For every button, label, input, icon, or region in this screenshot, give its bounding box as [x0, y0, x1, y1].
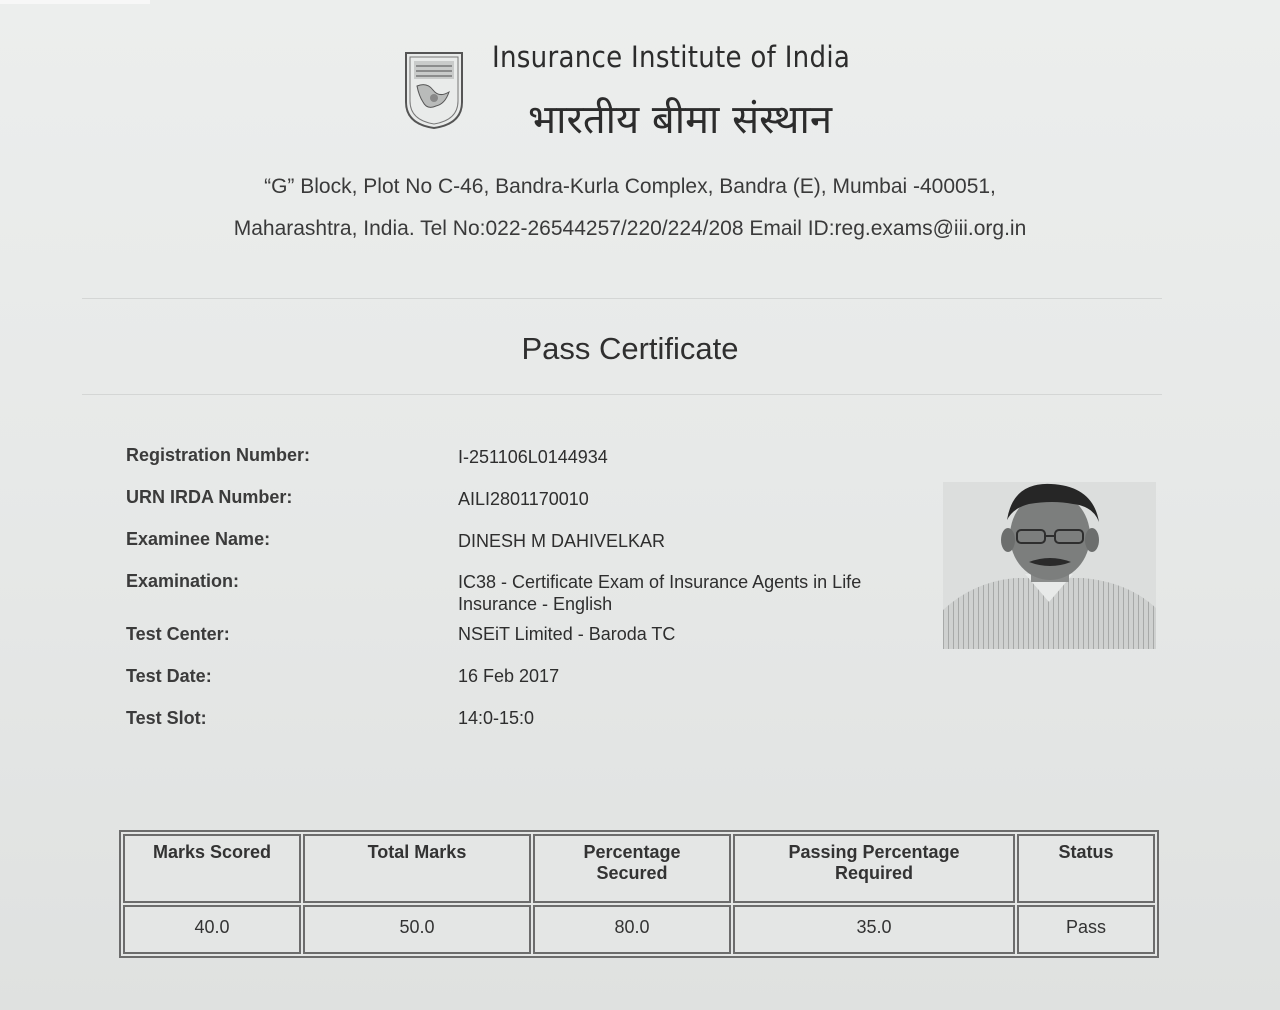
- label-test-center: Test Center:: [126, 624, 230, 644]
- divider-bottom: [82, 394, 1162, 395]
- table-row: [123, 905, 1155, 954]
- value-examinee-name: DINESH M DAHIVELKAR: [458, 531, 666, 551]
- label-examinee-name: Examinee Name:: [126, 529, 271, 549]
- org-name-english: Insurance Institute of India: [492, 40, 851, 74]
- header-passing-percentage: Passing Percentage Required: [733, 834, 1015, 903]
- value-test-center: NSEiT Limited - Baroda TC: [458, 624, 676, 644]
- address-line-1: “G” Block, Plot No C-46, Bandra-Kurla Complex, Bandra (E), Mumbai -400051,: [264, 175, 996, 198]
- label-urn-irda-number: URN IRDA Number:: [126, 487, 293, 507]
- cell-status: Pass: [1017, 905, 1155, 954]
- marks-table-header-row: [123, 834, 1155, 903]
- address-line-2: Maharashtra, India. Tel No:022-26544257/220/224/208 Email ID:reg.exams@iii.org.in: [233, 217, 1027, 240]
- label-test-slot: Test Slot:: [126, 708, 207, 728]
- header-marks-scored: Marks Scored: [123, 834, 301, 903]
- institute-logo-icon: [403, 50, 465, 130]
- value-test-date: 16 Feb 2017: [458, 666, 560, 686]
- value-examination: IC38 - Certificate Exam of Insurance Agents in Life Insurance - English: [458, 572, 862, 614]
- header-status: Status: [1017, 834, 1155, 903]
- divider-top: [82, 298, 1162, 299]
- header-percentage-secured: Percentage Secured: [533, 834, 731, 903]
- examinee-photo: [943, 482, 1156, 649]
- value-urn-irda-number: AILI2801170010: [458, 489, 589, 509]
- cell-marks-scored: 40.0: [123, 905, 301, 954]
- cell-percentage-secured: 80.0: [533, 905, 731, 954]
- marks-table: [119, 830, 1159, 958]
- org-name-hindi: भारतीय बीमा संस्थान: [528, 97, 833, 143]
- label-registration-number: Registration Number:: [126, 445, 311, 465]
- label-examination: Examination:: [126, 571, 240, 591]
- label-test-date: Test Date:: [126, 666, 212, 686]
- cell-passing-percentage: 35.0: [733, 905, 1015, 954]
- header-total-marks: Total Marks: [303, 834, 531, 903]
- page-edge-strip: [0, 0, 150, 4]
- cell-total-marks: 50.0: [303, 905, 531, 954]
- certificate-title: Pass Certificate: [521, 331, 739, 366]
- value-test-slot: 14:0-15:0: [458, 708, 535, 728]
- value-registration-number: I-251106L0144934: [458, 447, 608, 467]
